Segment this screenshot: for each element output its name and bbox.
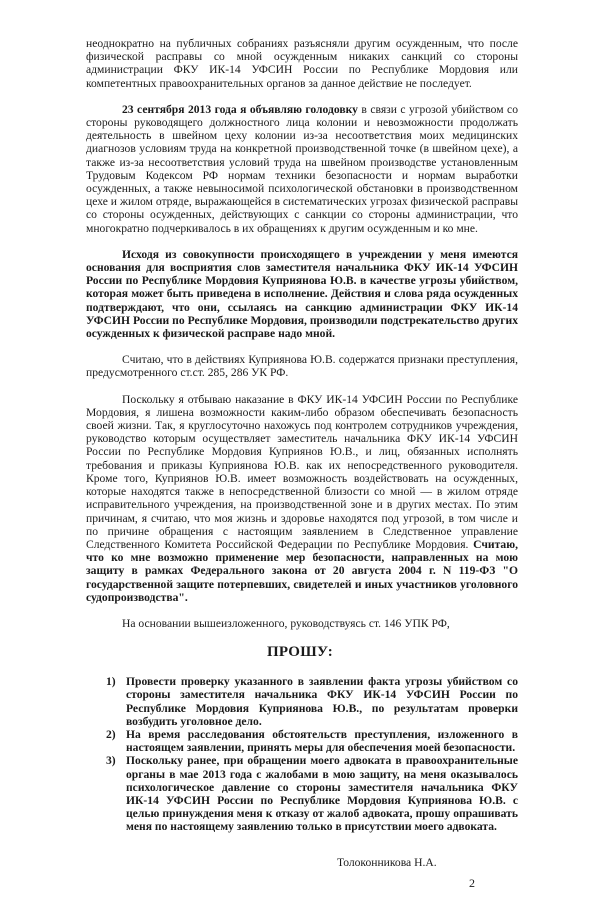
- request-heading: ПРОШУ:: [266, 644, 334, 661]
- protection-request-statement: Считаю, что ко мне возможно применение мер безопасности, направленных на мою защиту в рамках Федерального закона от 20 августа 2004 г. N 119-ФЗ "О государственной защите потерпевших, свидетелей и иных участников уголовного судопроизводства".: [86, 537, 518, 604]
- request-text: Провести проверку указанного в заявлении факта угрозы убийством со стороны заместителя начальника ФКУ ИК-14 УФСИН России по Республике Мордовия Куприянова Ю.В., по результатам проверки возбудить уголовное дело.: [126, 675, 518, 728]
- paragraph-crime-signs: Считаю, что в действиях Куприянова Ю.В. содержатся признаки преступления, предусмотренного ст.ст. 285, 286 УК РФ.: [86, 353, 518, 380]
- paragraph-sanctions: неоднократно на публичных собраниях разъясняли другим осужденным, что после физической расправы со мной осужденным никаких санкций со стороны администрации ФКУ ИК-14 УФСИН России по Республике Мордовия или компетентных правоохранительных органов за данное действие не последует.: [86, 37, 518, 90]
- request-item: [106, 754, 518, 833]
- hunger-strike-statement: 23 сентября 2013 года я объявляю голодовку: [122, 102, 358, 116]
- request-item: [106, 675, 518, 728]
- request-text: Поскольку ранее, при обращении моего адвоката в правоохранительные органы в мае 2013 года с жалобами в мою защиту, на меня оказывалось психологическое давление со стороны заместителя начальника ФКУ ИК-14 УФСИН России по Республике Мордовия Куприянова Ю.В. с целью принуждения меня к отказу от жалоб адвоката, прошу опрашивать меня по настоящему заявлению только в присутствии моего адвоката.: [126, 754, 518, 834]
- request-list: [106, 675, 518, 833]
- request-number: 1): [106, 675, 116, 689]
- paragraph-threat-grounds: Исходя из совокупности происходящего в учреждении у меня имеются основания для восприятия слов заместителя начальника ФКУ ИК-14 УФСИН России по Республике Мордовия Куприянова Ю.В. в качестве угрозы убийством, которая может быть приведена в исполнение. Действия и слова ряда осужденных подтверждают, что они, ссылаясь на санкцию администрации ФКУ ИК-14 УФСИН России по Республике Мордовия, производили подстрекательство других осужденных к физической расправе надо мной.: [86, 247, 518, 341]
- request-number: 3): [106, 754, 116, 768]
- paragraph-safety: [86, 393, 518, 604]
- paragraph-text: Поскольку я отбываю наказание в ФКУ ИК-14 УФСИН России по Республике Мордовия, я лишена возможности каким-либо образом обеспечивать безопасность своей жизни. Так, я круглосуточно нахожусь под контролем сотрудников учреждения, руководство которым осуществляет заместитель начальника ФКУ ИК-14 УФСИН России по Республике Мордовия Куприянов Ю.В., и лиц, обязанных исполнять требования и приказы Куприянова Ю.В. как их непосредственного руководителя. Кроме того, Куприянов Ю.В. имеет возможность воздействовать на осужденных, которые находятся также в непосредственной близости со мной — в жилом отряде исправительного учреждения, на производственной зоне и в других местах. По этим причинам, я считаю, что моя жизнь и здоровье находятся под угрозой, в том числе и по причине обращения с настоящим заявлением в Следственное управление Следственного Комитета Российской Федерации по Республике Мордовия.: [86, 392, 518, 551]
- request-text: На время расследования обстоятельств преступления, изложенного в настоящем заявлении, принять меры для обеспечения моей безопасности.: [126, 727, 518, 755]
- request-item: [106, 728, 518, 754]
- paragraph-text: в связи с угрозой убийством со стороны руководящего должностного лица колонии и невозможности продолжать деятельность в швейном цеху колонии из-за несоответствия моих медицинских диагнозов условиям труда на конкретной производственной точке (в швейном цехе), а также из-за несоответствия условий труда на швейном производстве установленным Трудовым Кодексом РФ нормам техники безопасности и нормам выработки осужденных, а также невыносимой психологической обстановки в производственном цехе и жилом отряде, выражающейся в систематических угрозах физической расправы со стороны осужденных, действующих с санкции со стороны администрации, что многократно подчеркивалось в их обращениях к другим осужденным и ко мне.: [86, 102, 518, 235]
- signature: Толоконникова Н.А.: [337, 855, 437, 869]
- request-number: 2): [106, 727, 116, 741]
- paragraph-legal-basis: На основании вышеизложенного, руководствуясь ст. 146 УПК РФ,: [122, 616, 450, 630]
- page-number: 2: [469, 875, 475, 890]
- paragraph-hunger-strike: [86, 103, 518, 235]
